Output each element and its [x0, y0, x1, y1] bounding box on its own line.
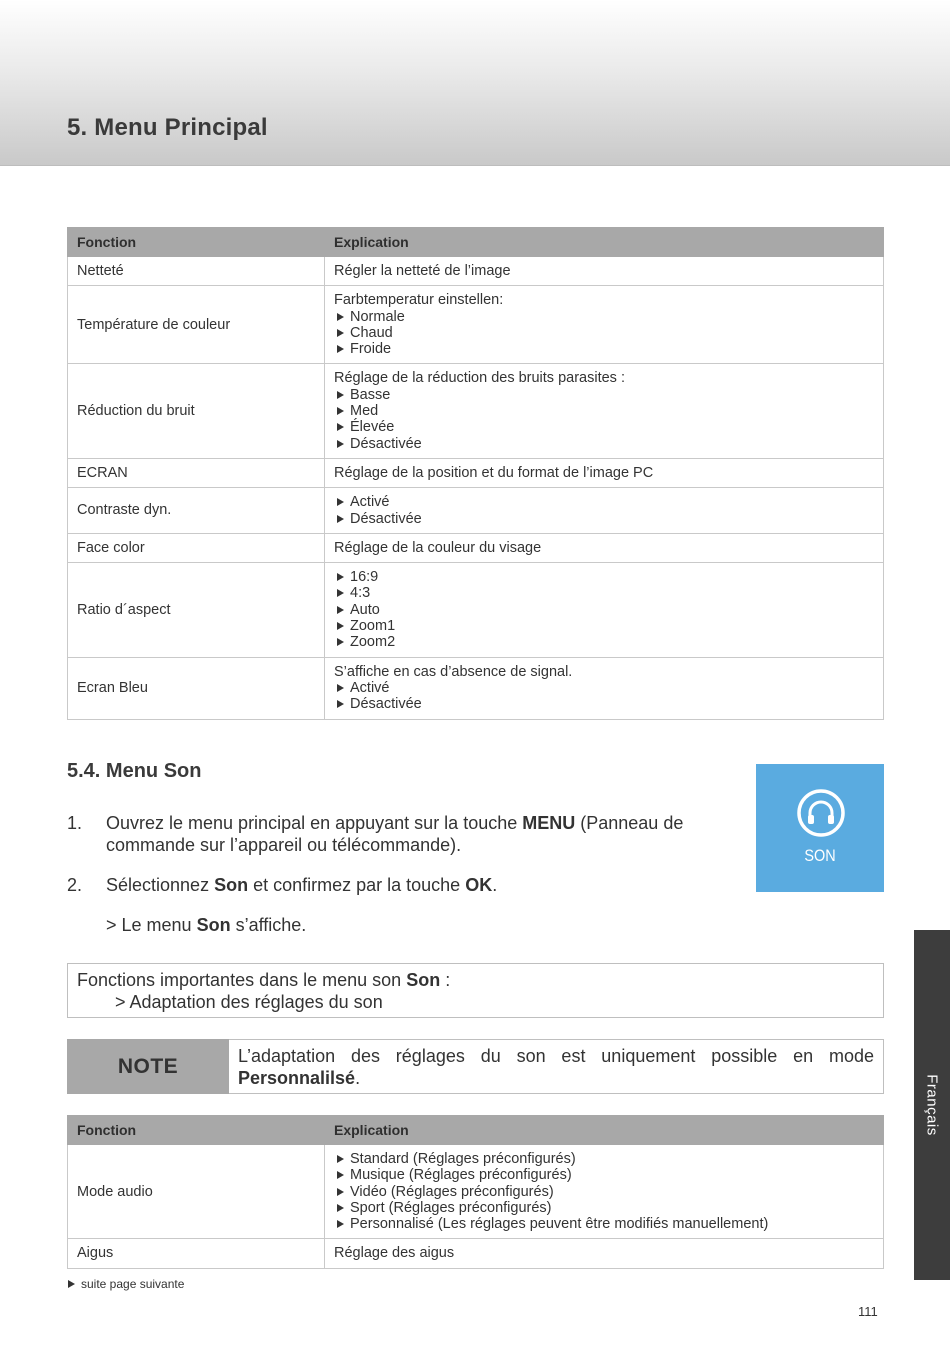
- son-keyword: Son: [406, 970, 441, 990]
- table-row: [68, 533, 884, 562]
- step-text-part: Ouvrez le menu principal en appuyant sur la touche: [106, 813, 523, 833]
- option-item: Désactivée: [334, 436, 874, 452]
- option-item: Désactivée: [334, 511, 874, 527]
- table-row: [68, 657, 884, 719]
- continued-note: suite page suivante: [67, 1277, 184, 1291]
- result-text-part: > Le menu: [106, 915, 197, 935]
- language-tab-label: Français: [923, 1074, 941, 1136]
- mode-keyword: Personnalilsé: [238, 1068, 356, 1088]
- table-row: [68, 286, 884, 364]
- cell-explication: [325, 286, 884, 364]
- explanation-text: S’affiche en cas d’absence de signal.: [334, 663, 573, 680]
- option-item: Froide: [334, 341, 874, 357]
- step-number: 1.: [67, 813, 83, 833]
- step-text-part: (Panneau de commande sur l’appareil ou télécommande).: [106, 813, 684, 855]
- step-text-part: .: [492, 875, 498, 895]
- function-table-sound: [67, 1115, 884, 1269]
- option-list: [334, 387, 874, 452]
- step-text-part: Sélectionnez: [106, 875, 215, 895]
- step-text: [106, 812, 726, 856]
- explanation-text: Réglage de la réduction des bruits parasites :: [334, 370, 625, 387]
- info-text-part: Fonctions importantes dans le menu son: [77, 970, 407, 990]
- info-line-1: [77, 969, 874, 991]
- table-row: [68, 1239, 884, 1268]
- table-header-row: [68, 1116, 884, 1145]
- cell-explication: [325, 1239, 884, 1268]
- option-list: [334, 309, 874, 358]
- option-item: Normale: [334, 309, 874, 325]
- table-header-row: [68, 228, 884, 257]
- ok-key: OK: [465, 875, 493, 895]
- cell-explication: [325, 563, 884, 657]
- explanation-text: Réglage des aigus: [334, 1245, 455, 1262]
- cell-explication: [325, 364, 884, 458]
- note-text: [229, 1039, 884, 1094]
- option-item: 4:3: [334, 585, 874, 601]
- page-title: 5. Menu Principal: [67, 114, 268, 141]
- option-item: 16:9: [334, 569, 874, 585]
- table-row: [68, 563, 884, 657]
- explanation-text: Réglage de la couleur du visage: [334, 539, 542, 556]
- cell-fonction: Face color: [68, 533, 325, 562]
- option-item: Chaud: [334, 325, 874, 341]
- son-tile-label: SON: [804, 846, 836, 865]
- cell-explication: [325, 533, 884, 562]
- option-item: Musique (Réglages préconfigurés): [334, 1167, 874, 1183]
- header-fonction: Fonction: [68, 1116, 325, 1145]
- note-text-part: .: [355, 1068, 361, 1088]
- table-row: [68, 257, 884, 286]
- explanation-text: Réglage de la position et du format de l’image PC: [334, 464, 654, 481]
- cell-explication: [325, 657, 884, 719]
- cell-explication: [325, 458, 884, 487]
- option-item: Activé: [334, 494, 874, 510]
- cell-fonction: Température de couleur: [68, 286, 325, 364]
- cell-fonction: Aigus: [68, 1239, 325, 1268]
- function-table-picture: [67, 227, 884, 720]
- header-explication: Explication: [325, 228, 884, 257]
- cell-explication: [325, 257, 884, 286]
- result-text-part: s’affiche.: [230, 915, 307, 935]
- option-item: Personnalisé (Les réglages peuvent être modifiés manuellement): [334, 1216, 874, 1232]
- language-tab: [914, 930, 950, 1280]
- note-text-part: L’adaptation des réglages du son est uniquement possible en mode: [238, 1046, 874, 1066]
- step-text-part: et confirmez par la touche: [248, 875, 466, 895]
- table-body: [68, 1145, 884, 1269]
- option-item: Élevée: [334, 419, 874, 435]
- cell-fonction: Mode audio: [68, 1145, 325, 1239]
- table-row: [68, 488, 884, 534]
- cell-fonction: Ecran Bleu: [68, 657, 325, 719]
- table-body: [68, 257, 884, 720]
- option-list: [334, 569, 874, 650]
- info-line-2: > Adaptation des réglages du son: [115, 992, 383, 1012]
- son-keyword: Son: [196, 915, 231, 935]
- header-explication: Explication: [325, 1116, 884, 1145]
- cell-fonction: Netteté: [68, 257, 325, 286]
- option-item: Med: [334, 403, 874, 419]
- step-text: [106, 874, 726, 896]
- cell-fonction: Réduction du bruit: [68, 364, 325, 458]
- step-number: 2.: [67, 875, 83, 895]
- option-item: Auto: [334, 602, 874, 618]
- result-text: [106, 914, 726, 936]
- son-keyword: Son: [214, 875, 249, 895]
- cell-fonction: Ratio d´aspect: [68, 563, 325, 657]
- cell-fonction: Contraste dyn.: [68, 488, 325, 534]
- option-list: [334, 494, 874, 527]
- cell-explication: [325, 1145, 884, 1239]
- option-item: Standard (Réglages préconfigurés): [334, 1151, 874, 1167]
- option-item: Sport (Réglages préconfigurés): [334, 1200, 874, 1216]
- explanation-text: Farbtemperatur einstellen:: [334, 292, 504, 309]
- option-list: [334, 680, 874, 713]
- option-item: Basse: [334, 387, 874, 403]
- explanation-text: Régler la netteté de l’image: [334, 263, 511, 279]
- option-item: Activé: [334, 680, 874, 696]
- menu-key: MENU: [522, 813, 576, 833]
- option-item: Vidéo (Réglages préconfigurés): [334, 1184, 874, 1200]
- option-item: Zoom1: [334, 618, 874, 634]
- cell-explication: [325, 488, 884, 534]
- option-item: Zoom2: [334, 634, 874, 650]
- table-row: [68, 1145, 884, 1239]
- cell-fonction: ECRAN: [68, 458, 325, 487]
- note-label: NOTE: [67, 1039, 229, 1094]
- info-text-part: :: [440, 970, 451, 990]
- section-title: 5.4. Menu Son: [67, 760, 202, 782]
- info-box: [67, 963, 884, 1018]
- table-row: [68, 364, 884, 458]
- header-fonction: Fonction: [68, 228, 325, 257]
- option-list: [334, 1151, 874, 1232]
- page-number: 111: [858, 1304, 878, 1319]
- son-menu-tile: [756, 764, 884, 892]
- headphones-icon: [796, 788, 846, 838]
- table-row: [68, 458, 884, 487]
- option-item: Désactivée: [334, 696, 874, 712]
